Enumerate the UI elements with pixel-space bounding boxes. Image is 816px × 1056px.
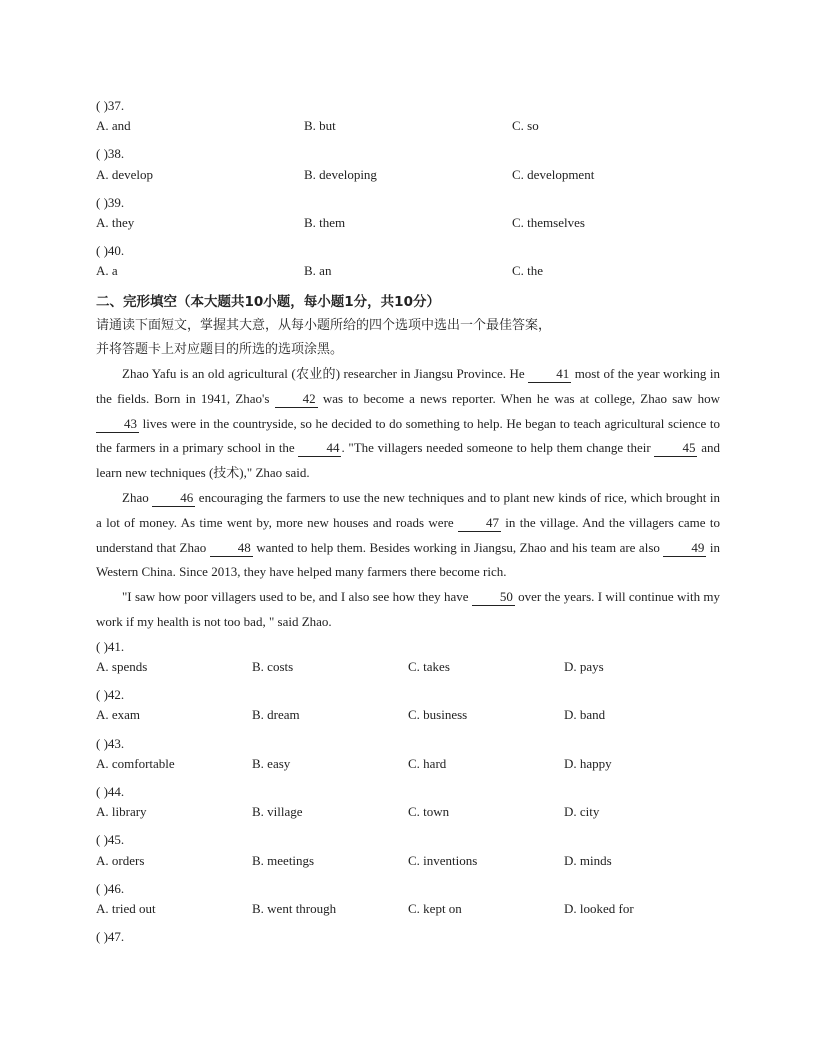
option-b: B. dream <box>252 707 300 723</box>
blank-42: 42 <box>275 391 318 408</box>
blank-48: 48 <box>210 540 253 557</box>
question-38-options <box>96 167 720 191</box>
question-41-options <box>96 659 720 683</box>
option-b: B. developing <box>304 166 377 182</box>
passage-text: and learn new techniques (技术)," Zhao said. <box>96 440 720 481</box>
question-43-options <box>96 756 720 780</box>
instruction-line-1: 请通读下面短文，掌握其大意，从每小题所给的四个选项中选出一个最佳答案， <box>96 317 552 333</box>
option-a: A. library <box>96 804 147 820</box>
question-39-options <box>96 215 720 239</box>
question-44-options <box>96 804 720 828</box>
option-c: C. hard <box>408 755 447 771</box>
question-46-number: ( )46. <box>96 880 125 896</box>
option-b: B. easy <box>252 755 291 771</box>
blank-46: 46 <box>152 490 195 507</box>
option-b: B. costs <box>252 659 294 675</box>
passage-text: wanted to help them. Besides working in Jiangsu, Zhao and his team are also <box>252 539 664 555</box>
section1-questions <box>96 94 720 288</box>
section-heading: 二、完形填空（本大题共10小题，每小题1分，共10分） <box>96 293 440 310</box>
passage-paragraph-1 <box>96 362 720 486</box>
passage-text: . "The villagers needed someone to help them change their <box>341 440 655 456</box>
option-d: D. happy <box>564 755 612 771</box>
option-b: B. them <box>304 214 346 230</box>
option-a: A. develop <box>96 166 154 182</box>
exam-page <box>96 94 720 949</box>
question-42-options <box>96 707 720 731</box>
passage-text: "I saw how poor villagers used to be, and I also see how they have <box>122 589 472 605</box>
question-37-number: ( )37. <box>96 98 125 113</box>
option-d: D. pays <box>564 659 604 675</box>
passage-text: Zhao Yafu is an old agricultural (农业的) researcher in Jiangsu Province. He <box>122 366 529 382</box>
question-38-number: ( )38. <box>96 146 125 162</box>
option-b: B. meetings <box>252 852 315 868</box>
option-a: A. a <box>96 263 118 279</box>
blank-47: 47 <box>458 515 501 532</box>
option-c: C. themselves <box>512 214 585 230</box>
passage-paragraph-2 <box>96 486 720 585</box>
option-a: A. they <box>96 214 135 230</box>
question-45-number: ( )45. <box>96 832 125 848</box>
option-d: D. city <box>564 804 600 820</box>
option-b: B. an <box>304 263 332 279</box>
option-d: D. band <box>564 707 606 723</box>
passage-text: lives were in the countryside, so he decided to do something to help. He began to teach agricultural science to the farmers in a primary school in the <box>96 415 720 456</box>
option-a: A. comfortable <box>96 755 175 771</box>
passage-text: over the years. I will continue with my work if my health is not too bad, " said Zhao. <box>96 589 720 630</box>
option-c: C. business <box>408 707 468 723</box>
option-c: C. so <box>512 118 539 134</box>
option-b: B. went through <box>252 900 337 916</box>
option-c: C. development <box>512 166 595 182</box>
blank-43: 43 <box>96 416 139 433</box>
question-40-number: ( )40. <box>96 243 125 259</box>
option-c: C. inventions <box>408 852 478 868</box>
passage-paragraph-3 <box>96 585 720 635</box>
option-c: C. kept on <box>408 900 462 916</box>
option-b: B. but <box>304 118 336 134</box>
question-42-number: ( )42. <box>96 687 125 703</box>
option-a: A. spends <box>96 659 148 675</box>
option-a: A. tried out <box>96 900 156 916</box>
question-45-options <box>96 853 720 877</box>
blank-44: 44 <box>298 440 341 457</box>
question-44-number: ( )44. <box>96 783 125 799</box>
blank-49: 49 <box>663 540 706 557</box>
cloze-passage <box>96 362 720 635</box>
blank-41: 41 <box>528 366 571 383</box>
option-a: A. orders <box>96 852 145 868</box>
passage-text: in the village. And the villagers came to understand that Zhao <box>96 514 720 555</box>
passage-text: Zhao <box>122 490 153 506</box>
question-40-options <box>96 263 720 287</box>
passage-text: most of the year working in the fields. Born in 1941, Zhao's <box>96 366 720 406</box>
question-41-number: ( )41. <box>96 638 125 654</box>
option-a: A. exam <box>96 707 141 723</box>
passage-text: in Western China. Since 2013, they have helped many farmers there become rich. <box>96 539 720 580</box>
option-d: D. looked for <box>564 900 634 916</box>
blank-45: 45 <box>654 440 697 457</box>
instruction-line-2: 并将答题卡上对应题目的所选的选项涂黑。 <box>96 341 344 357</box>
section2-questions <box>96 635 720 949</box>
question-39-number: ( )39. <box>96 194 125 210</box>
blank-50: 50 <box>472 589 515 606</box>
passage-text: encouraging the farmers to use the new techniques and to plant new kinds of rice, which brought in a lot of money. As time went by, more new houses and roads were <box>96 490 720 530</box>
option-c: C. the <box>512 263 544 279</box>
question-43-number: ( )43. <box>96 735 125 751</box>
question-37-options <box>96 118 720 142</box>
passage-text: was to become a news reporter. When he was at college, Zhao saw how <box>317 390 720 406</box>
option-d: D. minds <box>564 852 612 868</box>
question-46-options <box>96 901 720 925</box>
option-b: B. village <box>252 804 303 820</box>
option-c: C. town <box>408 804 450 820</box>
question-47-number: ( )47. <box>96 929 125 945</box>
option-c: C. takes <box>408 659 450 675</box>
option-a: A. and <box>96 118 131 134</box>
